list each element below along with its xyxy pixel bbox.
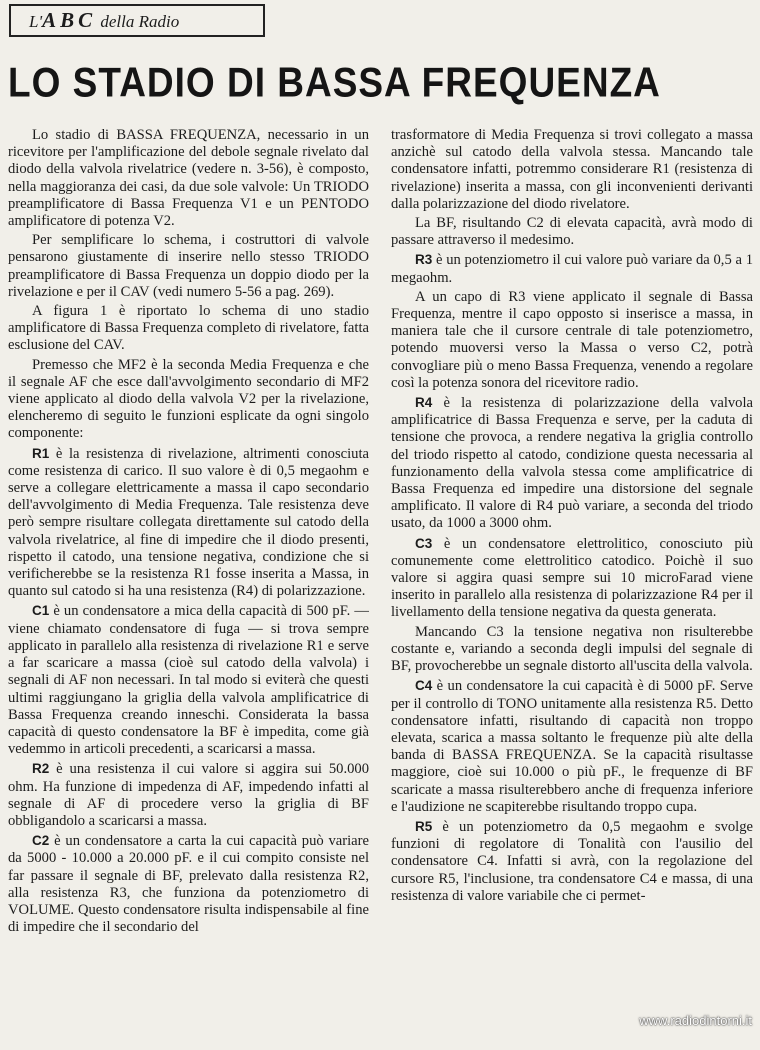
section-rubric [9,4,265,37]
component-term: R3 [415,252,433,268]
component-term: C2 [32,833,50,849]
paragraph [391,289,753,392]
paragraph-text: A figura 1 è riportato lo schema di uno stadio amplificatore di Bassa Frequenza completo di rivelatore, fatta esclusione del CAV. [8,303,369,354]
site-watermark: www.radiodintorni.it [639,1013,752,1028]
paragraph [391,394,753,533]
paragraph [391,127,753,213]
paragraph-text: Premesso che MF2 è la seconda Media Frequenza e che il segnale AF che esce dall'avvolgimento secondario di MF2 viene applicato al diodo della valvola V2 per la rivelazione, elencheremo di seguito le funzioni esplicate da ogni singolo componente: [8,356,369,442]
rubric-suffix: della Radio [100,12,180,31]
component-term: R2 [32,761,50,777]
paragraph [391,535,753,622]
component-term: C4 [415,678,433,694]
paragraph-text: è un condensatore elettrolitico, conosciuto più comunemente come elettrolitico catodico. Poichè il suo valore si aggira quasi sempre sui 10 microFarad viene inserito in parallelo alla resistenza di polarizzazione R4 per il livellamento della tensione negativa da questa generata. [391,535,753,621]
paragraph-text: è una resistenza il cui valore si aggira sui 50.000 ohm. Ha funzione di impedenza di AF, impedendo infatti al segnale di AF di procedere verso la griglia di BF obbligandolo a scaricarsi a massa. [8,761,369,829]
component-term: R5 [415,818,433,834]
paragraph-text: è un condensatore la cui capacità è di 5000 pF. Serve per il controllo di TONO unitamente alla resistenza R5. Detto condensatore infatti, risultando di capacità non troppo elevata, scarica a massa soltanto le frequenze più alte della banda di BASSA FREQUENZA. Se la capacità risultasse maggiore, cioè sui 10.000 o più pF., le frequenze di BF scaricate a massa risulterebbero anche di frequenza inferiore e l'audizione ne scapiterebbe risultando troppo cupa. [391,678,753,815]
paragraph [8,445,369,601]
component-term: C3 [415,535,433,551]
left-column [8,127,369,1047]
paragraph [8,127,369,230]
component-term: C1 [32,603,50,619]
article-headline: LO STADIO DI BASSA FREQUENZA [8,59,661,106]
paragraph-text: è la resistenza di polarizzazione della valvola amplificatrice di Bassa Frequenza e serve, per la caduta di tensione che provoca, a rendere negativa la griglia controllo del triodo rispetto al catodo, condizione questa necessaria al funzionamento della valvola stessa come amplificatrice di Bassa Frequenza ed impedire una distorsione del segnale amplificato. Il valore di R4 può variare, a seconda del triodo usato, da 1000 a 3000 ohm. [391,395,753,532]
component-term: R1 [32,445,50,461]
paragraph-text: La BF, risultando C2 di elevata capacità, avrà modo di passare attraverso il medesimo. [391,215,753,249]
paragraph [8,832,369,936]
paragraph-text: A un capo di R3 viene applicato il segnale di Bassa Frequenza, mentre il capo opposto si inserisce a massa, in maniera tale che il cursore centrale di tale potenziometro, potendo muoversi verso la Massa o verso C2, potrà convogliare più o meno Bassa Frequenza, venendo a regolare così la potenza sonora del ricevitore radio. [391,288,753,391]
paragraph [8,303,369,355]
paragraph [391,677,753,816]
paragraph [8,602,369,758]
paragraph-text: è un condensatore a mica della capacità di 500 pF. — viene chiamato condensatore di fuga — si trova sempre applicato in parallelo alla resistenza di rivelazione R1 e serve a far scaricare a massa (cioè sul catodo della valvola) i segnali di AF non necessari. In tal modo si eviterà che questi ultimi raggiungano la griglia della valvola amplificatrice di Bassa Frequenza creando inneschi. Considerata la bassa capacità di questo condensatore la BF è impedita, come già vedemmo in articoli precedenti, a scaricarsi a massa. [8,603,369,758]
paragraph [8,232,369,301]
paragraph-text: è un potenziometro il cui valore può variare da 0,5 a 1 megaohm. [391,252,753,286]
right-column [391,127,753,1047]
paragraph-text: è un condensatore a carta la cui capacità può variare da 5000 - 10.000 a 20.000 pF. e il cui compito consiste nel far passare il segnale di BF, prelevato dalla resistenza R2, alla resistenza R3, che funziona da potenziometro di VOLUME. Questo condensatore risulta indispensabile al fine di impedire che il secondario del [8,833,369,936]
paragraph-text: è un potenziometro da 0,5 megaohm e svolge funzioni di regolatore di Tonalità con l'ausilio del condensatore C4. Infatti si avrà, con la regolazione del cursore R5, l'inclusione, tra condensatore C4 e massa, di una resistenza di valore variabile che ci permet- [391,818,753,904]
paragraph-text: trasformatore di Media Frequenza si trovi collegato a massa anzichè sul catodo della valvola stessa. Mancando tale condensatore infatti, potremmo considerare R1 (resistenza di rivelazione) inserita a massa, con gli inconvenienti derivanti dalla polarizzazione del diodo rivelatore. [391,127,753,212]
paragraph [8,357,369,443]
paragraph [391,215,753,249]
paragraph-text: è la resistenza di rivelazione, altrimenti conosciuta come resistenza di carico. Il suo valore è di 0,5 megaohm e serve a collegare elettricamente a massa il capo secondario dell'avvolgimento di Media Frequenza. Tale resistenza deve però sempre risultare collegata direttamente sul catodo della valvola rivelatrice, al fine di impedire che il diodo presenti, rispetto il catodo, una tensione negativa, condizione che si verificherebbe se la resistenza R1 fosse inserita a Massa, in quanto sul catodo si ha una resistenza (R4) di polarizzazione. [8,445,369,600]
paragraph [391,251,753,286]
paragraph-text: Lo stadio di BASSA FREQUENZA, necessario in un ricevitore per l'amplificazione del debole segnale rivelato dal diodo della valvola rivelatrice (vedere n. 3-56), è composto, nella maggioranza dei casi, da due sole valvole: Un TRIODO preamplificatore di Bassa Frequenza V1 e un PENTODO amplificatore di potenza V2. [8,127,369,230]
rubric-prefix: L' [29,12,43,31]
rubric-abc: ABC [42,8,97,32]
paragraph [391,624,753,676]
paragraph [8,760,369,830]
component-term: R4 [415,395,433,411]
paragraph-text: Mancando C3 la tensione negativa non risulterebbe costante e, variando a seconda degli impulsi del segnale di BF, provocherebbe un segnale distorto all'uscita della valvola. [391,623,753,675]
paragraph-text: Per semplificare lo schema, i costruttori di valvole pensarono giustamente di inserire nello stesso TRIODO preamplificatore di Bassa Frequenza un doppio diodo per la rivelazione e per il CAV (vedi numero 5-56 a pag. 269). [8,232,369,300]
paragraph [391,818,753,905]
